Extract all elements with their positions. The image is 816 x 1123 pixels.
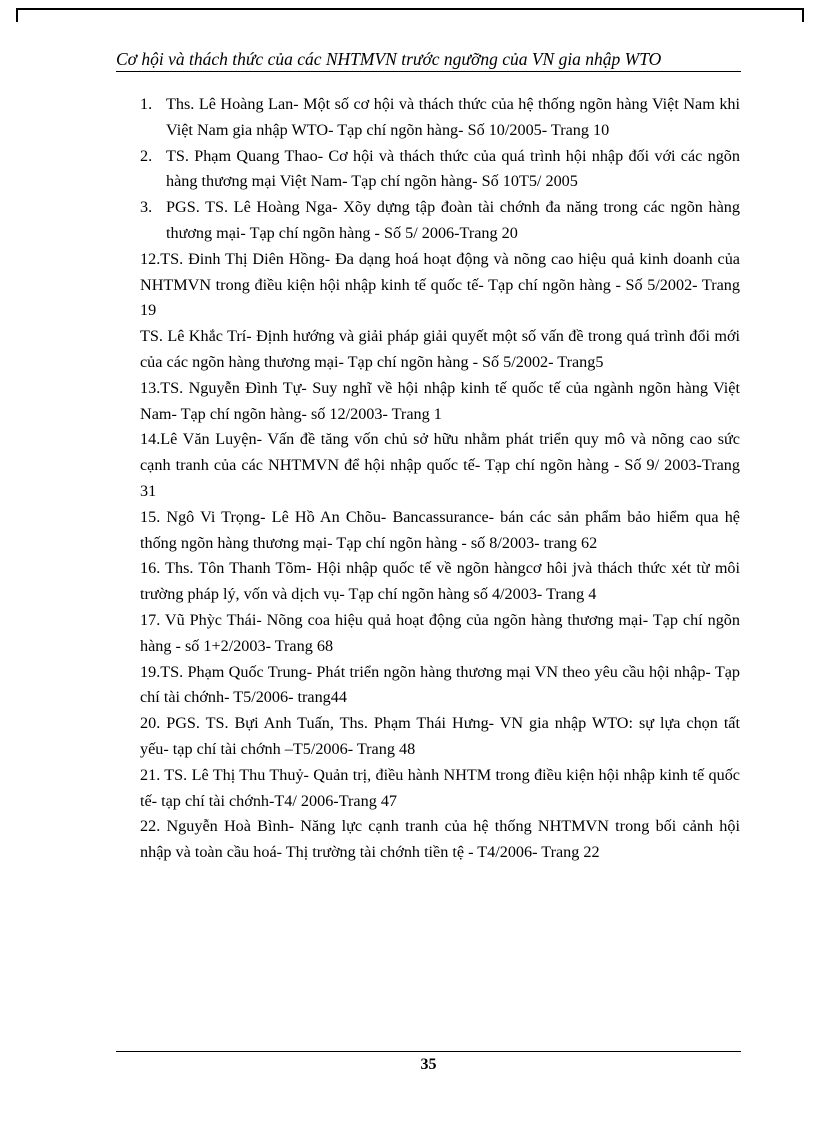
reference-item: 21. TS. Lê Thị Thu Thuỷ- Quản trị, điều hành NHTM trong điều kiện hội nhập kinh tế quốc tế- tạp chí tài chớnh-T4/ 2006-Trang 47 bbox=[140, 765, 740, 810]
reference-item: 14.Lê Văn Luyện- Vấn đề tăng vốn chủ sở hữu nhằm phát triển quy mô và nõng cao sức cạnh tranh của các NHTMVN để hội nhập quốc tế- Tạp chí ngõn hàng - Số 9/ 2003-Trang 31 bbox=[140, 430, 740, 500]
reference-item: 20. PGS. TS. Bựi Anh Tuấn, Ths. Phạm Thái Hưng- VN gia nhập WTO: sự lựa chọn tất yếu- tạp chí tài chớnh –T5/2006- Trang 48 bbox=[140, 714, 740, 758]
reference-item: 15. Ngô Vi Trọng- Lê Hồ An Chõu- Bancassurance- bán các sản phẩm bảo hiểm qua hệ thống ngõn hàng thương mại- Tạp chí ngõn hàng - số 8/2003- trang 62 bbox=[140, 507, 740, 552]
running-header: Cơ hội và thách thức của các NHTMVN trước ngưỡng của VN gia nhập WTO bbox=[116, 49, 662, 69]
page-border-top bbox=[16, 8, 804, 22]
header-rule bbox=[116, 71, 741, 72]
reference-item bbox=[140, 195, 740, 247]
reference-item: TS. Lê Khắc Trí- Định hướng và giải pháp giải quyết một số vấn đề trong quá trình đổi mới của các ngõn hàng thương mại- Tạp chí ngõn hàng - Số 5/2002- Trang5 bbox=[140, 327, 740, 371]
page-number: 35 bbox=[420, 1056, 437, 1073]
reference-list bbox=[140, 92, 740, 866]
reference-item: 17. Vũ Phỳc Thái- Nõng coa hiệu quả hoạt động của ngõn hàng thương mại- Tạp chí ngõn hàng - số 1+2/2003- Trang 68 bbox=[140, 610, 740, 655]
reference-number: 3. bbox=[140, 198, 153, 217]
reference-item: 22. Nguyễn Hoà Bình- Năng lực cạnh tranh của hệ thống NHTMVN trong bối cảnh hội nhập và toàn cầu hoá- Thị trường tài chớnh tiền tệ - T4/2006- Trang 22 bbox=[140, 817, 740, 862]
reference-item: 19.TS. Phạm Quốc Trung- Phát triển ngõn hàng thương mại VN theo yêu cầu hội nhập- Tạp chí tài chớnh- T5/2006- trang44 bbox=[140, 662, 740, 707]
reference-item: 16. Ths. Tôn Thanh Tõm- Hội nhập quốc tế về ngõn hàngcơ hôi jvà thách thức xét từ môi trường pháp lý, vốn và dịch vụ- Tạp chí ngõn hàng số 4/2003- Trang 4 bbox=[140, 559, 740, 604]
reference-text: PGS. TS. Lê Hoàng Nga- Xõy dựng tập đoàn tài chớnh đa năng trong các ngõn hàng thương mại- Tạp chí ngõn hàng - Số 5/ 2006-Trang 20 bbox=[166, 198, 740, 242]
numbered-references bbox=[140, 92, 740, 247]
reference-item bbox=[140, 144, 740, 196]
reference-text: TS. Phạm Quang Thao- Cơ hội và thách thức của quá trình hội nhập đối với các ngõn hàng thương mại Việt Nam- Tạp chí ngõn hàng- Số 10T5/ 2005 bbox=[166, 146, 740, 191]
reference-item bbox=[140, 92, 740, 144]
reference-text: Ths. Lê Hoàng Lan- Một số cơ hội và thách thức của hệ thống ngõn hàng Việt Nam khi Việt Nam gia nhập WTO- Tạp chí ngõn hàng- Số 10/2005- Trang 10 bbox=[166, 95, 740, 139]
reference-item: 12.TS. Đinh Thị Diên Hồng- Đa dạng hoá hoạt động và nõng cao hiệu quả kinh doanh của NHTMVN trong điều kiện hội nhập kinh tế quốc tế- Tạp chí ngõn hàng - Số 5/2002- Trang 19 bbox=[140, 249, 740, 320]
reference-number: 2. bbox=[140, 146, 153, 165]
reference-number: 1. bbox=[140, 95, 153, 113]
footer-rule bbox=[116, 1051, 741, 1052]
reference-item: 13.TS. Nguyễn Đình Tự- Suy nghĩ về hội nhập kinh tế quốc tế của ngành ngõn hàng Việt Nam- Tạp chí ngõn hàng- số 12/2003- Trang 1 bbox=[140, 378, 740, 423]
